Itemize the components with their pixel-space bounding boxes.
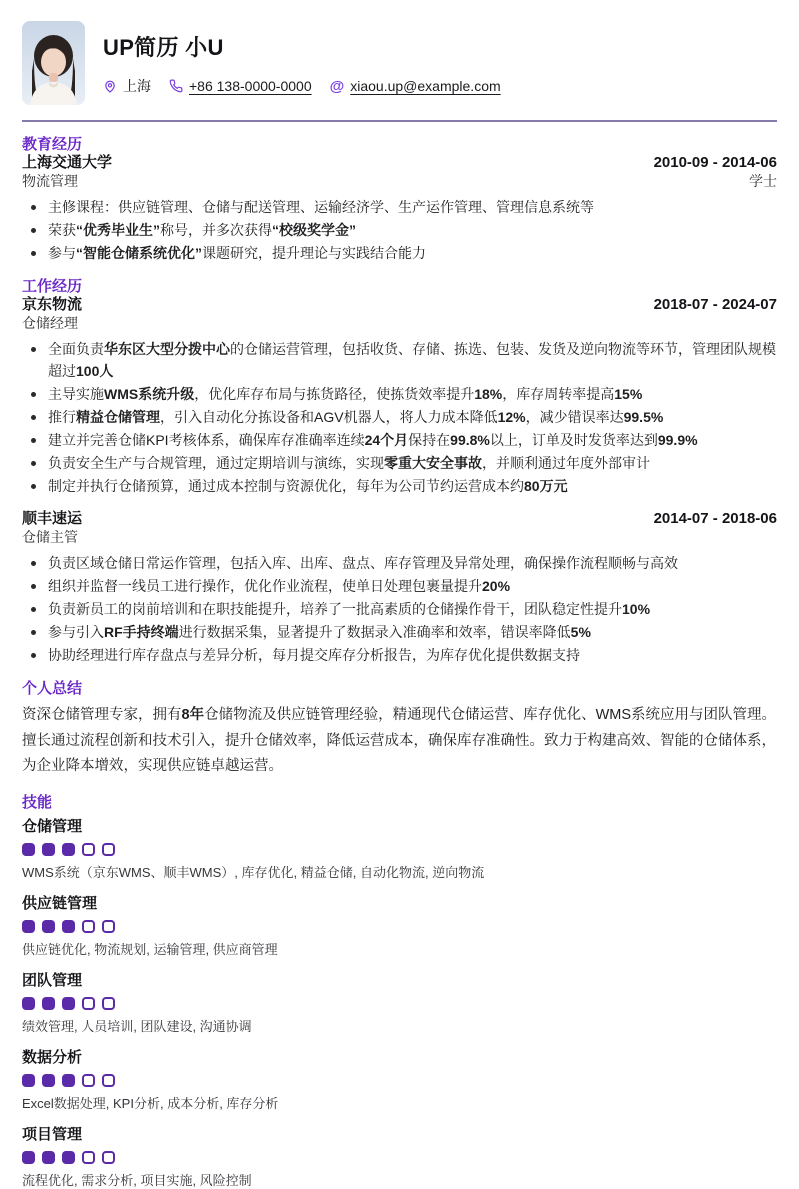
- work-entry: [22, 510, 777, 666]
- skill-level-dot-filled: [62, 1151, 75, 1164]
- contact-phone: [169, 78, 312, 94]
- location-pin-icon: [103, 79, 117, 94]
- company-name: 顺丰速运: [22, 510, 83, 527]
- work-section-title: 工作经历: [22, 278, 83, 295]
- skill-level-dot-filled: [62, 920, 75, 933]
- work-entry: [22, 296, 777, 497]
- work-bullet: 协助经理进行库存盘点与差异分析，每月提交库存分析报告，为库存优化提供数据支持: [22, 644, 777, 666]
- summary-section-title: 个人总结: [22, 680, 83, 697]
- contact-row: [103, 76, 501, 96]
- skill-keywords: 流程优化, 需求分析, 项目实施, 风险控制: [22, 1172, 252, 1188]
- header-divider: [22, 120, 777, 122]
- skill-level-dot-filled: [42, 1151, 55, 1164]
- education-date-range: 2010-09 - 2014-06: [653, 154, 777, 171]
- section-education: [22, 136, 777, 264]
- skill-level-dot-filled: [22, 1151, 35, 1164]
- skill-level-dot-empty: [82, 843, 95, 856]
- skill-level-dot-empty: [102, 997, 115, 1010]
- work-date-range: 2014-07 - 2018-06: [653, 510, 777, 527]
- job-title: 仓储经理: [22, 315, 78, 331]
- education-bullet-list: [22, 196, 777, 264]
- skill-level-dot-filled: [22, 920, 35, 933]
- skill-keywords: 供应链优化, 物流规划, 运输管理, 供应商管理: [22, 941, 278, 957]
- skill-group: [22, 895, 777, 958]
- skill-level-dot-filled: [62, 843, 75, 856]
- skill-level-dot-filled: [42, 1074, 55, 1087]
- school-name: 上海交通大学: [22, 154, 113, 171]
- skill-keywords: WMS系统（京东WMS、顺丰WMS）, 库存优化, 精益仓储, 自动化物流, 逆向物流: [22, 864, 485, 880]
- skill-name: 项目管理: [22, 1125, 83, 1143]
- skill-level-dot-empty: [102, 843, 115, 856]
- skill-level-dot-empty: [82, 1074, 95, 1087]
- company-name: 京东物流: [22, 296, 83, 313]
- skill-group: [22, 972, 777, 1035]
- profile-photo-illustration: [22, 21, 85, 105]
- skill-level-dot-filled: [62, 997, 75, 1010]
- section-work: [22, 278, 777, 666]
- education-major: 物流管理: [22, 173, 78, 189]
- skill-name: 供应链管理: [22, 894, 98, 912]
- work-bullet: 主导实施WMS系统升级，优化库存布局与拣货路径，使拣货效率提升18%，库存周转率提高15%: [22, 383, 777, 405]
- summary-text: 资深仓储管理专家，拥有8年仓储物流及供应链管理经验，精通现代仓储运营、库存优化、WMS系统应用与团队管理。擅长通过流程创新和技术引入，提升仓储效率，降低运营成本，确保库存准确性。致力于构建高效、智能的仓储体系，为企业降本增效，实现供应链卓越运营。: [22, 707, 777, 774]
- skill-name: 仓储管理: [22, 817, 83, 835]
- education-bullet: 荣获“优秀毕业生”称号，并多次获得“校级奖学金”: [22, 219, 777, 241]
- skill-level-indicator: [22, 920, 777, 933]
- skill-level-dot-empty: [102, 1151, 115, 1164]
- skill-name: 数据分析: [22, 1048, 83, 1066]
- work-bullet: 全面负责华东区大型分拨中心的仓储运营管理，包括收货、存储、拣选、包装、发货及逆向物流等环节，管理团队规模超过100人: [22, 338, 777, 382]
- work-date-range: 2018-07 - 2024-07: [653, 296, 777, 313]
- education-bullet: 参与“智能仓储系统优化”课题研究，提升理论与实践结合能力: [22, 242, 777, 264]
- profile-photo: [22, 21, 85, 105]
- skill-name: 团队管理: [22, 971, 83, 989]
- contact-email: [330, 78, 501, 94]
- work-bullet: 组织并监督一线员工进行操作，优化作业流程，使单日处理包裹量提升20%: [22, 575, 777, 597]
- work-bullet-list: [22, 338, 777, 497]
- education-bullet: 主修课程：供应链管理、仓储与配送管理、运输经济学、生产运作管理、管理信息系统等: [22, 196, 777, 218]
- work-bullet: 制定并执行仓储预算，通过成本控制与资源优化，每年为公司节约运营成本约80万元: [22, 475, 777, 497]
- skill-level-dot-filled: [42, 997, 55, 1010]
- skill-level-dot-filled: [42, 920, 55, 933]
- skill-level-indicator: [22, 1151, 777, 1164]
- skill-level-indicator: [22, 1074, 777, 1087]
- work-bullet: 负责新员工的岗前培训和在职技能提升，培养了一批高素质的仓储操作骨干，团队稳定性提升10%: [22, 598, 777, 620]
- skill-level-dot-empty: [82, 920, 95, 933]
- skill-level-dot-filled: [22, 843, 35, 856]
- job-title: 仓储主管: [22, 529, 78, 545]
- work-bullet: 推行精益仓储管理，引入自动化分拣设备和AGV机器人，将人力成本降低12%，减少错误率达99.5%: [22, 406, 777, 428]
- skill-level-dot-filled: [22, 997, 35, 1010]
- phone-icon: [169, 79, 183, 93]
- skill-level-indicator: [22, 843, 777, 856]
- contact-location: [103, 76, 151, 96]
- work-bullet: 参与引入RF手持终端进行数据采集，显著提升了数据录入准确率和效率，错误率降低5%: [22, 621, 777, 643]
- skill-level-dot-filled: [22, 1074, 35, 1087]
- work-bullet: 建立并完善仓储KPI考核体系，确保库存准确率连续24个月保持在99.8%以上，订单及时发货率达到99.9%: [22, 429, 777, 451]
- location-text: 上海: [123, 78, 151, 94]
- header: [22, 0, 777, 122]
- skill-group: [22, 1049, 777, 1112]
- work-bullet: 负责安全生产与合规管理，通过定期培训与演练，实现零重大安全事故，并顺利通过年度外部审计: [22, 452, 777, 474]
- skill-level-dot-filled: [42, 843, 55, 856]
- at-icon: @: [329, 77, 345, 95]
- candidate-name: UP简历 小U: [103, 35, 224, 60]
- skill-level-dot-empty: [102, 920, 115, 933]
- section-summary: [22, 680, 777, 780]
- skill-level-indicator: [22, 997, 777, 1010]
- education-degree: 学士: [749, 173, 777, 189]
- section-skills: [22, 794, 777, 1189]
- skill-level-dot-filled: [62, 1074, 75, 1087]
- skill-keywords: Excel数据处理, KPI分析, 成本分析, 库存分析: [22, 1095, 279, 1111]
- phone-link[interactable]: +86 138-0000-0000: [189, 78, 312, 94]
- skill-group: [22, 818, 777, 881]
- skill-keywords: 绩效管理, 人员培训, 团队建设, 沟通协调: [22, 1018, 252, 1034]
- work-bullet: 负责区域仓储日常运作管理，包括入库、出库、盘点、库存管理及异常处理，确保操作流程顺畅与高效: [22, 552, 777, 574]
- skill-level-dot-empty: [82, 997, 95, 1010]
- skill-level-dot-empty: [102, 1074, 115, 1087]
- skills-section-title: 技能: [22, 793, 53, 811]
- work-bullet-list: [22, 552, 777, 666]
- education-section-title: 教育经历: [22, 136, 83, 153]
- skill-level-dot-empty: [82, 1151, 95, 1164]
- skill-group: [22, 1126, 777, 1189]
- email-link[interactable]: xiaou.up@example.com: [350, 78, 501, 94]
